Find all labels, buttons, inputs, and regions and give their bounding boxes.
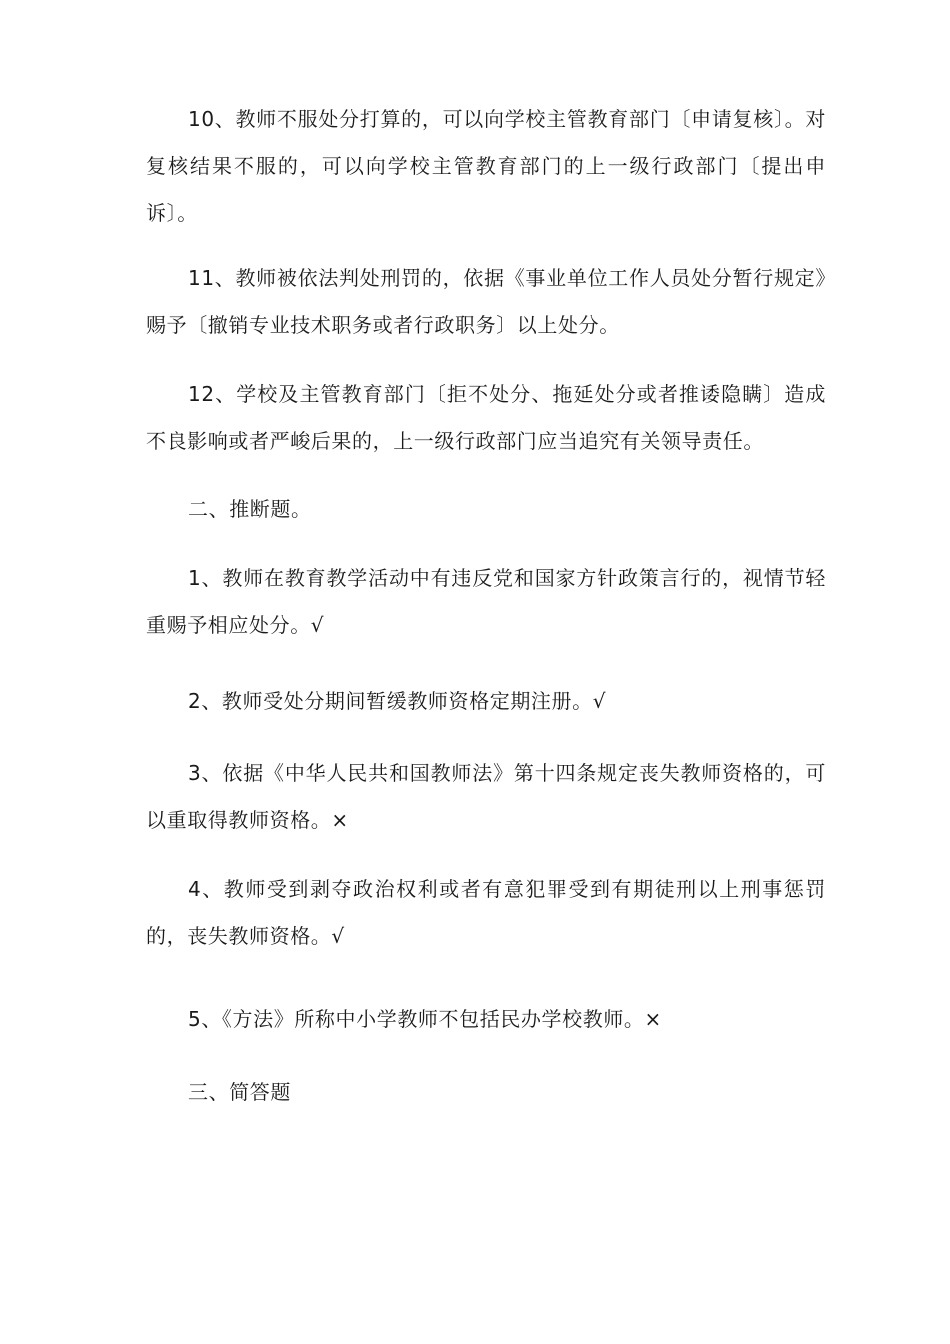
paragraph-item-12: 12、学校及主管教育部门〔拒不处分、拖延处分或者推诿隐瞒〕造成不良影响或者严峻后果的，上一级行政部门应当追究有关领导责任。 bbox=[146, 382, 826, 453]
judgment-item-1: 1、教师在教育教学活动中有违反党和国家方针政策言行的，视情节轻重赐予相应处分。√ bbox=[146, 566, 826, 637]
section-heading-judgment: 二、推断题。 bbox=[188, 497, 312, 521]
section-heading-short-answer: 三、简答题 bbox=[188, 1080, 291, 1104]
judgment-item-3: 3、依据《中华人民共和国教师法》第十四条规定丧失教师资格的，可以重取得教师资格。× bbox=[146, 761, 826, 832]
paragraph-item-10: 10、教师不服处分打算的，可以向学校主管教育部门〔申请复核〕。对复核结果不服的，可以向学校主管教育部门的上一级行政部门〔提出申诉〕。 bbox=[146, 107, 826, 225]
paragraph-item-11: 11、教师被依法判处刑罚的，依据《事业单位工作人员处分暂行规定》赐予〔撤销专业技术职务或者行政职务〕以上处分。 bbox=[146, 266, 826, 337]
judgment-item-2: 2、教师受处分期间暂缓教师资格定期注册。√ bbox=[188, 689, 607, 713]
judgment-item-5: 5、《方法》所称中小学教师不包括民办学校教师。× bbox=[188, 1007, 662, 1031]
judgment-item-4: 4、教师受到剥夺政治权利或者有意犯罪受到有期徒刑以上刑事惩罚的，丧失教师资格。√ bbox=[146, 877, 826, 948]
